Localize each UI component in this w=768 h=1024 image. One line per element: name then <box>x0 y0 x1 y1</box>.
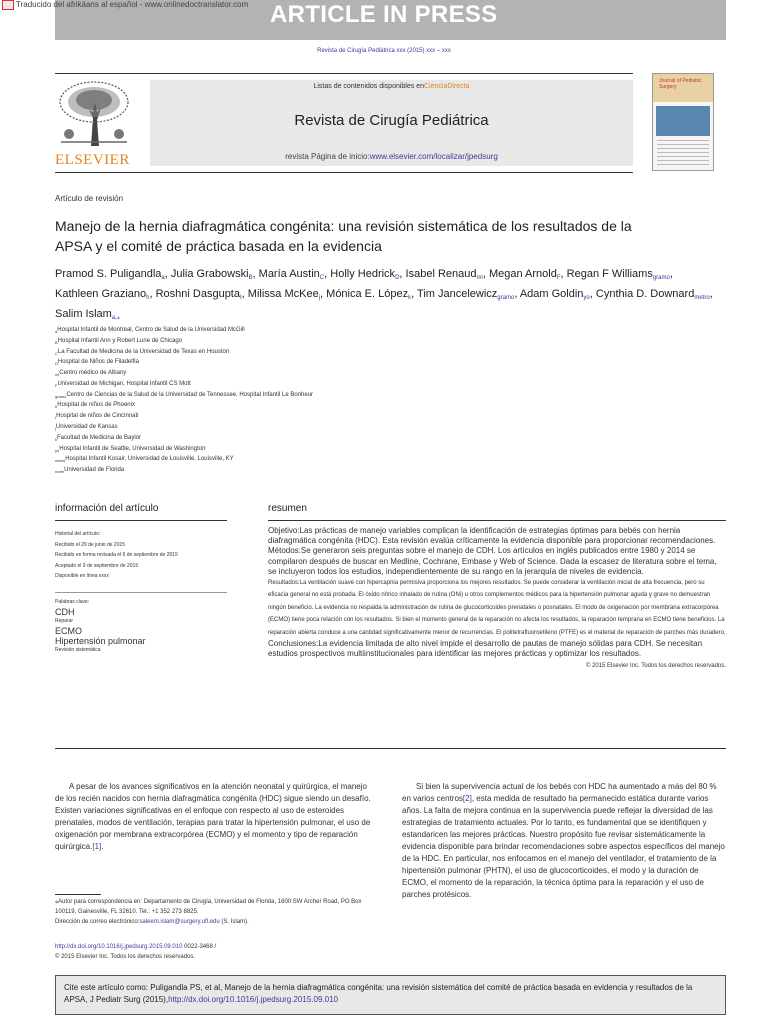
doi-link[interactable]: http://dx.doi.org/10.1016/j.jpedsurg.2015.09.010 <box>55 944 183 950</box>
abstract-bottom-rule <box>55 748 726 749</box>
author-name: Salim Islam <box>55 308 112 320</box>
author-affiliation-marker: F <box>556 275 561 281</box>
author-name: Pramod S. Puligandla <box>55 268 162 280</box>
author-name: Roshni Dasgupta <box>155 288 240 300</box>
author-name: Mónica E. López <box>326 288 409 300</box>
author-name: Cynthia D. Downard <box>595 288 695 300</box>
abstract-results: Resultados:La ventilación suave con hipercapnia permisiva proporciona los mejores resultados. Se puede considerar la ventilación inicial de alta frecuencia, pero su eficacia general no está probada. El óxido nítrico inhalado de rutina (ONi) u otros complementos médicos para la hipertensión pulmonar aguda y grave no demuestran ningún beneficio. La evidencia no respalda la administración de rutina de glucocorticoides prenatales o posnatales. El modo de oxigenación por membrana extracorpórea (ECMO) tiene poca relación con los resultados. Si bien el momento general de la reparación no afecta los resultados, la reparación temprana en ECMO tiene beneficios. La reparación abierta conduce a una cantidad significativamente menor de recurrencias. El politetrafluoroetileno (PTFE) es el material de reparación de parches más duradero. <box>268 580 726 636</box>
keywords-list <box>55 607 227 655</box>
journal-homepage: revista Página de inicio:www.elsevier.com/localizar/jpedsurg <box>285 152 498 161</box>
author-affiliation-marker: C <box>319 275 325 281</box>
elsevier-wordmark: ELSEVIER <box>55 152 130 168</box>
author-affiliation-marker: gramo <box>652 275 670 281</box>
banner-text: ARTICLE IN PRESS <box>270 1 498 28</box>
affiliation-item: $_h$Hospital de niños de Phoenix <box>55 402 135 410</box>
author-affiliation-marker: yo <box>583 295 590 301</box>
article-info-heading: información del artículo <box>55 503 159 514</box>
reference-link-2[interactable]: [2] <box>462 794 472 803</box>
article-title: Manejo de la hernia diafragmática congénita: una revisión sistemática de los resultados de la APSA y el comité de práctica basada en la evidencia <box>55 218 632 254</box>
keywords-block <box>55 598 227 655</box>
pdf-translate-icon <box>2 0 14 10</box>
elsevier-tree-icon <box>55 80 133 148</box>
author-affiliation-marker: a,⁎ <box>111 315 120 321</box>
keyword: ECMO <box>55 626 82 636</box>
history-line: Recibido en forma revisada el 6 de septiembre de 2015 <box>55 552 178 558</box>
author-affiliation-marker: gramo <box>497 295 515 301</box>
author-affiliation-marker: I <box>239 295 242 301</box>
author-name: Megan Arnold <box>488 268 557 280</box>
doi-block: http://dx.doi.org/10.1016/j.jpedsurg.2015.09.010 0022-3468 / © 2015 Elsevier Inc. Todos los derechos reservados. <box>55 942 372 962</box>
keyword: CDH <box>55 607 75 617</box>
header-top-rule <box>55 73 633 74</box>
author-affiliation-marker: h <box>146 295 150 301</box>
affiliation-item: $_{metro}$Hospital Infantil Kosair, Universidad de Louisville, Louisville, KY <box>55 456 234 464</box>
abstract-conclusions: Conclusiones:La evidencia limitada de alto nivel impide el desarrollo de pautas de manejo sólidas para CDH. Se necesitan estudios prospectivos multiinstitucionales para identificar las mejores prácticas y optimizar los resultados. <box>268 639 703 659</box>
author-affiliation-marker: mi <box>476 275 483 281</box>
info-rule <box>55 520 227 521</box>
journal-reference: Revista de Cirugía Pediátrica xxx (2015) xxx – xxx <box>317 48 451 54</box>
author-name: Isabel Renaud <box>405 268 477 280</box>
affiliation-item: $_{norte}$Universidad de Florida <box>55 467 125 475</box>
article-history <box>55 529 227 582</box>
correspondence-footnote: ⁎Autor para correspondencia en: Departamento de Cirugía, Universidad de Florida, 1600 SW Archer Road, PO Box 100119, Gainesville, FL 32610. Tel.: +1 352 273 8825. Dirección de correo electrónico:saleem.islam@surgery.ufl.edu (S. Islam). <box>55 899 362 925</box>
body-column-left: A pesar de los avances significativos en la atención neonatal y quirúrgica, el manejo de los recién nacidos con hernia diafragmática congénita (HDC) sigue siendo un desafío. Existen variaciones significativas en el enfoque con respecto al uso de esteroides prenatales, modos de ventilación, terapias para tratar la hipertensión pulmonar, el uso de oxigenación por membrana extracorpórea (ECMO) y el momento y tipo de reparación quirúrgica.[1]. <box>55 782 371 851</box>
affiliation-item: $_{mi}$Centro médico de Albany <box>55 370 127 378</box>
history-line: Disponible en línea xxxx <box>55 573 109 579</box>
history-rule <box>55 592 227 593</box>
reference-link-1[interactable]: [1] <box>92 842 102 851</box>
author-affiliation-marker: metro <box>694 295 710 301</box>
author-name: Julia Grabowski <box>170 268 249 280</box>
author-name: Tim Jancelewicz <box>417 288 498 300</box>
author-list: Pramod S. Puligandla$_a$, Julia Grabowski$_B$, María Austin$_C$, Holly Hedrick$_D$, Isabel Renaud$_{mi}$, Megan Arnold$_F$, Regan F Williams$_{gramo}$, Kathleen Graziano$_h$, Roshni Dasgupta$_I$, Milissa McKee$_j$, Mónica E. López$_k$, Tim Jancelewicz$_{gramo}$, Adam Goldin$_{yo}$, Cynthia D. Downard$_{metro}$, Salim Islam$_{a,⁎}$ <box>55 268 713 321</box>
author-name: Holly Hedrick <box>330 268 396 280</box>
citation-box: Cite este artículo como: Puligandla PS, et al, Manejo de la hernia diafragmática congénita: una revisión sistemática del comité de práctica basada en evidencia y resultados de la APSA, J Pediatr Surg (2015),http://dx.doi.org/10.1016/j.jpedsurg.2015.09.010 <box>55 975 726 1015</box>
journal-cover-thumbnail <box>652 73 714 171</box>
keyword: Revisión sistemática <box>55 647 101 653</box>
affiliation-item: $_j$Universidad de Kansas <box>55 424 118 432</box>
journal-homepage-link[interactable]: www.elsevier.com/localizar/jpedsurg <box>369 152 498 161</box>
keyword: Hipertensión pulmonar <box>55 636 146 646</box>
author-name: María Austin <box>258 268 320 280</box>
sciencedirect-link[interactable]: CienciaDirecta <box>424 83 470 90</box>
affiliation-item: $_F$Universidad de Michigan, Hospital Infantil CS Mott <box>55 380 191 389</box>
history-line: Historial del artículo: <box>55 531 101 537</box>
journal-header-box <box>150 80 633 166</box>
affiliation-item: $_a$Hospital Infantil de Montreal, Centro de Salud de la Universidad McGill <box>55 327 245 335</box>
author-affiliation-marker: a <box>161 275 165 281</box>
cover-image <box>656 106 710 136</box>
keywords-label: Palabras clave: <box>55 599 90 605</box>
affiliation-item: $_I$Hospital de niños de Cincinnati <box>55 413 139 421</box>
author-name: Kathleen Graziano <box>55 288 147 300</box>
affiliation-item: $_B$Hospital Infantil Ann y Robert Lurie de Chicago <box>55 337 183 345</box>
contents-available: Listas de contenidos disponibles enCienciaDirecta <box>313 83 470 90</box>
cover-title: Journal of Pediatric Surgery <box>659 78 702 90</box>
affiliation-item: $_{yo}$Hospital Infantil de Seattle, Universidad de Washington <box>55 445 206 453</box>
abstract-text <box>268 526 726 672</box>
journal-name: Revista de Cirugía Pediátrica <box>294 112 489 129</box>
doi-copyright: © 2015 Elsevier Inc. Todos los derechos reservados. <box>55 954 196 960</box>
header-bottom-rule <box>55 172 633 173</box>
email-link[interactable]: saleem.islam@surgery.ufl.edu <box>139 919 220 925</box>
abstract-heading: resumen <box>268 503 307 514</box>
abstract-rule <box>268 520 726 521</box>
affiliation-list <box>55 326 455 477</box>
abstract-copyright: © 2015 Elsevier Inc. Todos los derechos reservados. <box>585 663 726 670</box>
affiliation-item: $_k$Facultad de Medicina de Baylor <box>55 434 142 442</box>
author-affiliation-marker: k <box>408 295 412 301</box>
abstract-methods: Métodos:Se generaron seis preguntas sobre el manejo de CDH. Los artículos en inglés publicados entre 1980 y 2014 se compilaron después de buscar en Medline, Cochrane, Embase y Web of Science. Dada la escasez de literatura sobre el tema, se incluyeron todos los estudios, independientemente de su rango en la jerarquía de niveles de evidencia. <box>268 546 717 576</box>
body-column-right: Si bien la supervivencia actual de los bebés con HDC ha aumentado a más del 80 % en varios centros[2], esta medida de resultado ha permanecido estática durante varios años. La falta de mejora continua en la supervivencia puede reflejar la diversidad de las estrategias de tratamiento actuales. Por lo tanto, es fundamental que se identifiquen y estandaricen las mejores prácticas. Nuestro propósito fue revisar sistemáticamente la evidencia disponible para brindar recomendaciones sobre aspectos específicos del manejo de la HDC. En particular, nos enfocamos en el manejo del ventilador, el tratamiento de la hipertensión pulmonar (PHTN), el uso de glucocorticoides, el modo y la duración de ECMO, el momento de la reparación, la técnica óptima para la reparación y el uso de parches protésicos. <box>402 782 725 899</box>
history-line: Aceptado el 9 de septiembre de 2015 <box>55 562 139 569</box>
keyword: Reparar <box>55 618 74 624</box>
translator-notice[interactable] <box>2 0 248 10</box>
abstract-objective: Objetivo:Las prácticas de manejo variables complican la identificación de estrategias óptimas para bebés con hernia diafragmática congénita (HDC). Esta revisión evalúa críticamente la evidencia disponible para proporcionar recomendaciones. <box>268 526 716 546</box>
author-affiliation-marker: D <box>395 275 400 281</box>
author-name: Regan F Williams <box>566 268 653 280</box>
author-name: Adam Goldin <box>519 288 584 300</box>
article-type: Artículo de revisión <box>55 194 124 203</box>
affiliation-item: $_D$Hospital de Niños de Filadelfia <box>55 359 139 367</box>
affiliation-item: $_C$La Facultad de Medicina de la Universidad de Texas en Houston <box>55 348 230 356</box>
citation-doi-link[interactable]: http://dx.doi.org/10.1016/j.jpedsurg.2015.09.010 <box>168 995 338 1004</box>
author-affiliation-marker: B <box>248 275 253 281</box>
affiliation-item: $_{gramo}$Centro de Ciencias de la Salud de la Universidad de Tennessee, Hospital Infantil Le Bonheur <box>55 391 314 399</box>
elsevier-logo <box>55 80 147 166</box>
footnote-rule <box>55 894 101 895</box>
history-line: Recibido el 29 de junio de 2015 <box>55 541 126 548</box>
translator-text: Traducido del afrikáans al español - www.onlinedoctranslator.com <box>16 0 249 9</box>
author-affiliation-marker: j <box>318 295 321 301</box>
author-name: Milissa McKee <box>247 288 319 300</box>
